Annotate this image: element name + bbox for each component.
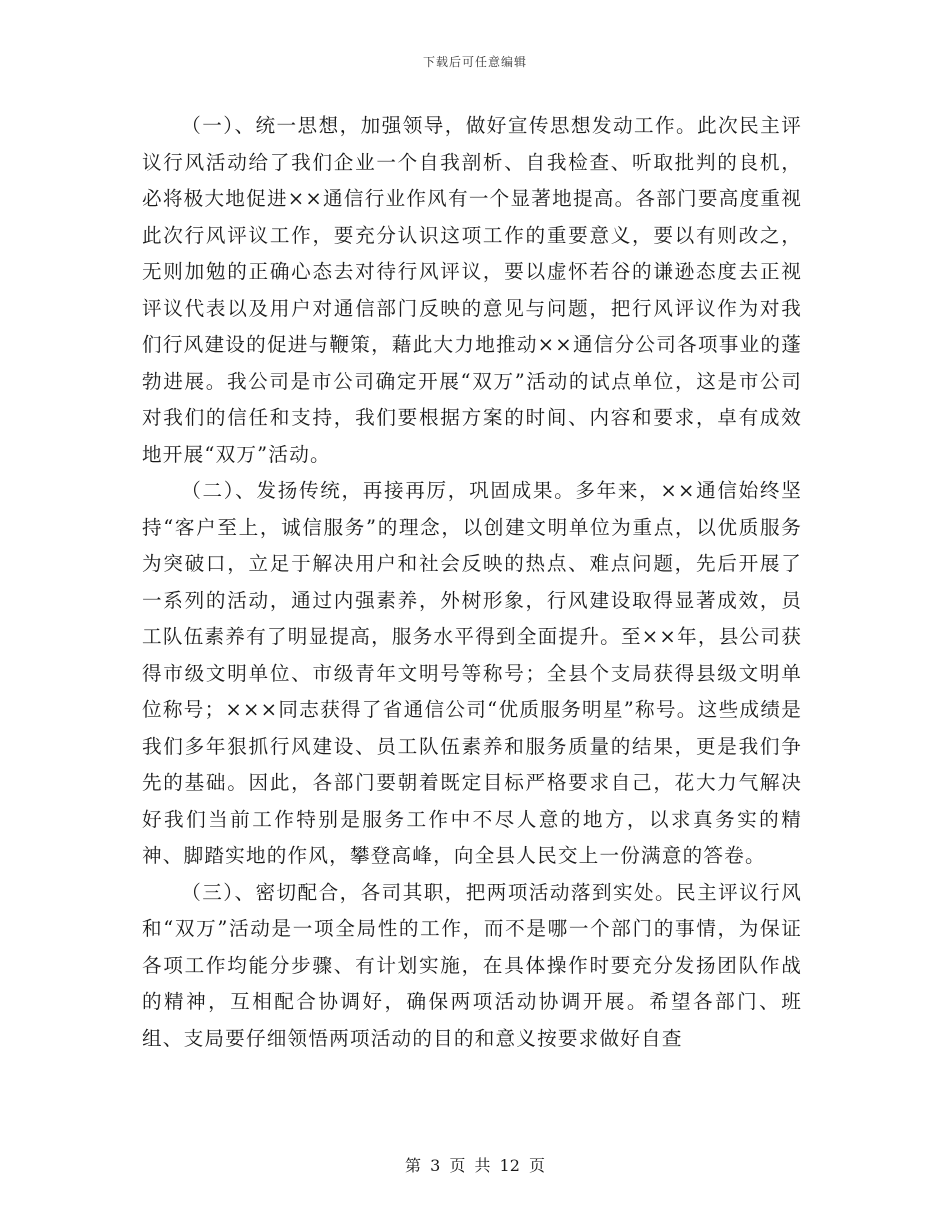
page-number-footer: 第 3 页 共 12 页 [405, 1156, 545, 1175]
document-body [142, 108, 802, 1057]
paragraph-1: （一）、统一思想，加强领导，做好宣传思想发动工作。此次民主评议行风活动给了我们企业一个自我剖析、自我检查、听取批判的良机，必将极大地促进××通信行业作风有一个显著地提高。各部门要高度重视此次行风评议工作，要充分认识这项工作的重要意义，要以有则改之，无则加勉的正确心态去对待行风评议，要以虚怀若谷的谦逊态度去正视评议代表以及用户对通信部门反映的意见与问题，把行风评议作为对我们行风建设的促进与鞭策，藉此大力地推动××通信分公司各项事业的蓬勃进展。我公司是市公司确定开展“双万”活动的试点单位，这是市公司对我们的信任和支持，我们要根据方案的时间、内容和要求，卓有成效地开展“双万”活动。 [142, 114, 802, 466]
paragraph-2: （二）、发扬传统，再接再厉，巩固成果。多年来，××通信始终坚持“客户至上，诚信服务”的理念，以创建文明单位为重点，以优质服务为突破口，立足于解决用户和社会反映的热点、难点问题，先后开展了一系列的活动，通过内强素养，外树形象，行风建设取得显著成效，员工队伍素养有了明显提高，服务水平得到全面提升。至××年，县公司获得市级文明单位、市级青年文明号等称号；全县个支局获得县级文明单位称号；×××同志获得了省通信公司“优质服务明星”称号。这些成绩是我们多年狠抓行风建设、员工队伍素养和服务质量的结果，更是我们争先的基础。因此，各部门要朝着既定目标严格要求自己，花大力气解决好我们当前工作特别是服务工作中不尽人意的地方，以求真务实的精神、脚踏实地的作风，攀登高峰，向全县人民交上一份满意的答卷。 [142, 479, 802, 867]
page-header: 下载后可任意编辑 [422, 55, 527, 69]
paragraph-3: （三）、密切配合，各司其职，把两项活动落到实处。民主评议行风和“双万”活动是一项全局性的工作，而不是哪一个部门的事情，为保证各项工作均能分步骤、有计划实施，在具体操作时要充分发扬团队作战的精神，互相配合协调好，确保两项活动协调开展。希望各部门、班组、支局要仔细领悟两项活动的目的和意义按要求做好自查 [142, 880, 802, 1050]
